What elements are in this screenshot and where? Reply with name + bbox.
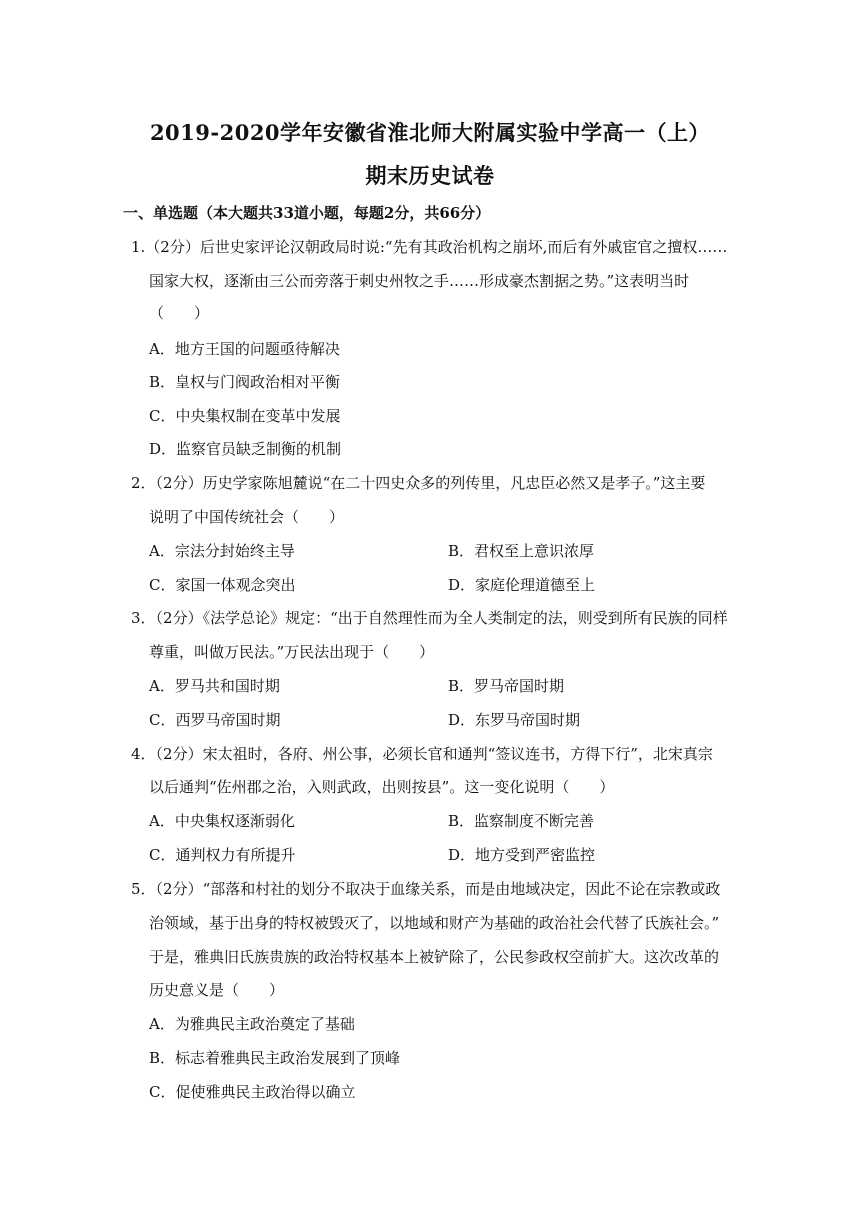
question-3-option-b: B．罗马帝国时期 — [448, 677, 565, 695]
question-1-option-a: A．地方王国的问题亟待解决 — [149, 340, 340, 358]
document-title-line-2: 期末历史试卷 — [365, 163, 495, 188]
question-5-line-4: 历史意义是（ ） — [149, 981, 285, 999]
question-4-line-2: 以后通判“佐州郡之治，入则武政，出则按县”。这一变化说明（ ） — [149, 778, 615, 796]
question-4-line-1: 4．（2分）宋太祖时，各府、州公事，必须长官和通判“签议连书，方得下行”，北宋真宗 — [131, 745, 713, 763]
question-5-option-a: A．为雅典民主政治奠定了基础 — [149, 1015, 355, 1033]
question-4-option-d: D．地方受到严密监控 — [448, 846, 596, 864]
question-4-option-b: B．监察制度不断完善 — [448, 812, 595, 830]
question-2-option-a: A．宗法分封始终主导 — [149, 542, 295, 560]
question-5-option-b: B．标志着雅典民主政治发展到了顶峰 — [149, 1049, 401, 1067]
question-2-line-1: 2．（2分）历史学家陈旭麓说“在二十四史众多的列传里，凡忠臣必然又是孝子。”这主要 — [131, 474, 706, 492]
question-1-line-3: （ ） — [149, 304, 210, 322]
question-2-option-d: D．家庭伦理道德至上 — [448, 576, 596, 594]
question-5-line-2: 治领域，基于出身的特权被毁灭了，以地域和财产为基础的政治社会代替了氏族社会。” — [149, 914, 720, 932]
question-2-line-2: 说明了中国传统社会（ ） — [149, 508, 345, 526]
question-1-line-1: 1.（2分）后世史家评论汉朝政局时说:“先有其政治机构之崩坏,而后有外戚宦官之擅权…… — [131, 238, 728, 256]
question-4-option-c: C．通判权力有所提升 — [149, 846, 296, 864]
document-title-line-1: 2019-2020学年安徽省淮北师大附属实验中学高一（上） — [149, 120, 711, 145]
question-1-option-d: D．监察官员缺乏制衡的机制 — [149, 440, 342, 458]
question-2-option-c: C．家国一体观念突出 — [149, 576, 296, 594]
question-5-line-1: 5．（2分）“部落和村社的划分不取决于血缘关系，而是由地域决定，因此不论在宗教或政 — [131, 880, 721, 898]
question-4-option-a: A．中央集权逐渐弱化 — [149, 812, 295, 830]
question-5-option-c: C．促使雅典民主政治得以确立 — [149, 1083, 356, 1101]
question-3-line-1: 3．（2分）《法学总论》规定：“出于自然理性而为全人类制定的法，则受到所有民族的同样 — [131, 609, 728, 627]
question-1-line-2: 国家大权，逐渐由三公而旁落于刺史州牧之手……形成豪杰割据之势。”这表明当时 — [149, 272, 690, 290]
question-1-option-b: B．皇权与门阀政治相对平衡 — [149, 373, 341, 391]
question-5-line-3: 于是，雅典旧氏族贵族的政治特权基本上被铲除了，公民参政权空前扩大。这次改革的 — [149, 948, 720, 966]
section-heading: 一、单选题（本大题共33道小题，每题2分，共66分） — [123, 204, 491, 222]
question-3-option-c: C．西罗马帝国时期 — [149, 711, 281, 729]
question-2-option-b: B．君权至上意识浓厚 — [448, 542, 595, 560]
question-3-option-a: A．罗马共和国时期 — [149, 677, 280, 695]
question-3-line-2: 尊重，叫做万民法。”万民法出现于（ ） — [149, 643, 435, 661]
question-1-option-c: C．中央集权制在变革中发展 — [149, 407, 341, 425]
question-3-option-d: D．东罗马帝国时期 — [448, 711, 581, 729]
